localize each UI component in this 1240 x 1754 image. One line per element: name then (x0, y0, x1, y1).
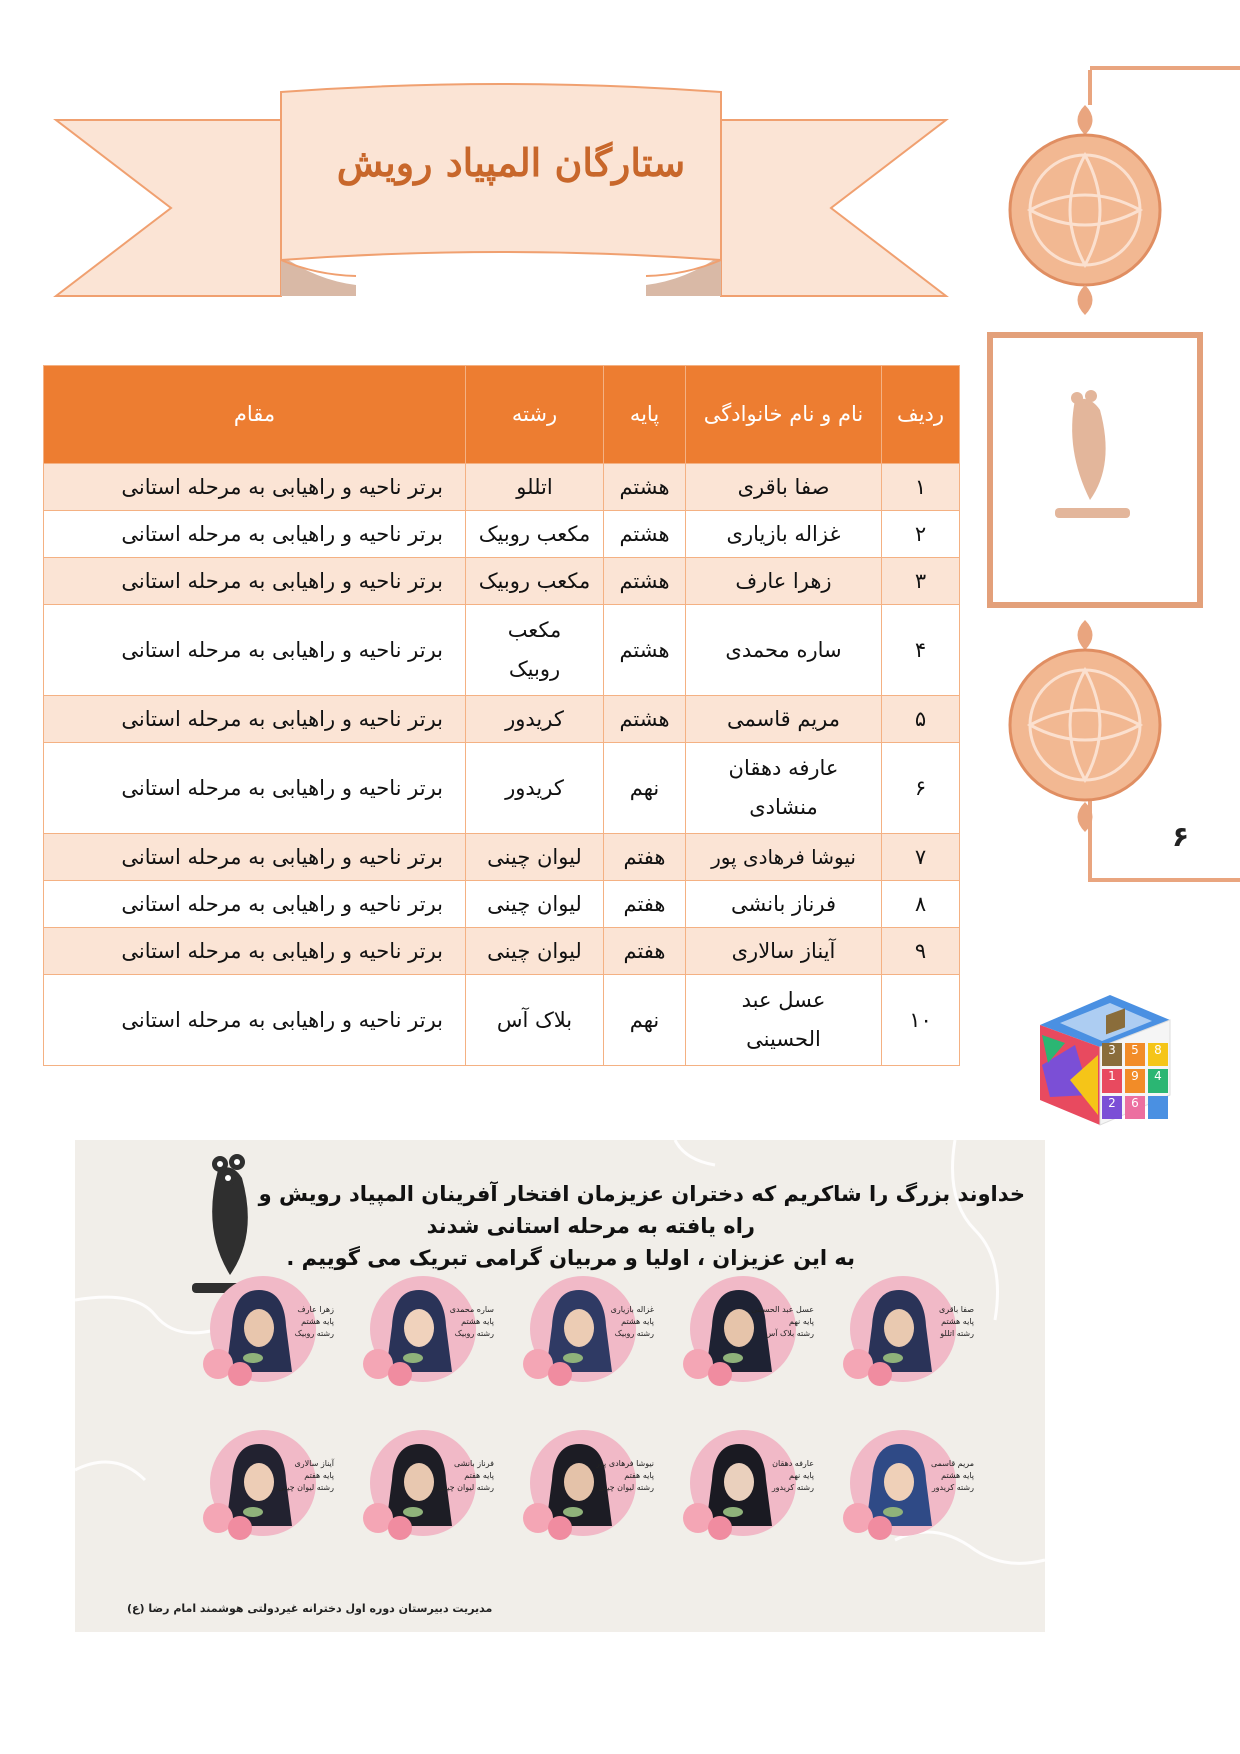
cell-rank: برتر ناحیه و راهیابی به مرحله استانی (44, 464, 466, 511)
cell-name: غزاله بازیاری (686, 511, 882, 558)
cell-rank: برتر ناحیه و راهیابی به مرحله استانی (44, 881, 466, 928)
table-row (44, 558, 960, 605)
table-header-row (44, 366, 960, 464)
roses-decoration (358, 1490, 428, 1545)
cell-rank: برتر ناحیه و راهیابی به مرحله استانی (44, 696, 466, 743)
cell-field: مکعب روبیک (466, 605, 604, 696)
student-card (530, 1276, 654, 1382)
table-row (44, 834, 960, 881)
student-field: رشته لیوان چینی (598, 1483, 654, 1492)
student-name: زهرا عارف (297, 1305, 334, 1314)
header-grade: پایه (604, 366, 686, 464)
cell-field: لیوان چینی (466, 928, 604, 975)
table-row (44, 928, 960, 975)
cube-tile: 8 (1148, 1043, 1168, 1066)
cell-row-number: ۶ (882, 743, 960, 834)
cell-row-number: ۹ (882, 928, 960, 975)
student-field: رشته کریدور (931, 1483, 974, 1492)
student-field: رشته لیوان چینی (438, 1483, 494, 1492)
student-caption (596, 1458, 654, 1494)
header-field: رشته (466, 366, 604, 464)
cell-grade: نهم (604, 743, 686, 834)
student-name: فرناز بانشی (453, 1459, 494, 1468)
table-row (44, 696, 960, 743)
student-caption (602, 1304, 654, 1340)
student-caption (282, 1304, 334, 1340)
congratulation-poster (75, 1140, 1045, 1632)
student-grade: پایه هشتم (941, 1471, 974, 1480)
cube-tile: 9 (1125, 1069, 1145, 1092)
cell-field: مکعب روبیک (466, 558, 604, 605)
results-table (43, 365, 960, 1066)
cube-tile: 1 (1102, 1069, 1122, 1092)
student-card (370, 1430, 494, 1536)
cell-rank: برتر ناحیه و راهیابی به مرحله استانی (44, 975, 466, 1066)
cell-field: کریدور (466, 743, 604, 834)
cell-rank: برتر ناحیه و راهیابی به مرحله استانی (44, 834, 466, 881)
student-card (690, 1276, 814, 1382)
cell-grade: هفتم (604, 834, 686, 881)
page-number: ۶ (1172, 820, 1190, 853)
student-name: آیناز سالاری (294, 1459, 334, 1468)
cell-rank: برتر ناحیه و راهیابی به مرحله استانی (44, 511, 466, 558)
cube-tile: 6 (1125, 1096, 1145, 1119)
student-card (850, 1430, 974, 1536)
student-grade: پایه نهم (789, 1317, 814, 1326)
table-row (44, 743, 960, 834)
roses-decoration (518, 1336, 588, 1391)
student-name: عسل عبد الحسینی (751, 1305, 814, 1314)
cell-name: مریم قاسمی (686, 696, 882, 743)
student-card (530, 1430, 654, 1536)
student-card (210, 1430, 334, 1536)
student-grade: پایه هشتم (461, 1317, 494, 1326)
poster-message-line2: راه یافته به مرحله استانی شدند (426, 1214, 755, 1238)
ribbon-shape (56, 80, 946, 300)
cell-rank: برتر ناحیه و راهیابی به مرحله استانی (44, 743, 466, 834)
header-name: نام و نام خانوادگی (686, 366, 882, 464)
cell-row-number: ۷ (882, 834, 960, 881)
title-banner (56, 80, 946, 300)
cell-grade: نهم (604, 975, 686, 1066)
student-grade: پایه هشتم (621, 1317, 654, 1326)
student-caption (438, 1458, 494, 1494)
table-row (44, 511, 960, 558)
student-caption (922, 1304, 974, 1340)
cell-row-number: ۸ (882, 881, 960, 928)
student-caption (922, 1458, 974, 1494)
poster-footer: مدیریت دبیرستان دوره اول دخترانه غیردولتی هوشمند امام رضا (ع) (127, 1602, 493, 1615)
cube-tile: 2 (1102, 1096, 1122, 1119)
student-name: مریم قاسمی (930, 1459, 974, 1468)
student-field: رشته کریدور (771, 1483, 814, 1492)
student-card (370, 1276, 494, 1382)
table-row (44, 605, 960, 696)
cube-tile: 5 (1125, 1043, 1145, 1066)
student-field: رشته لیوان چینی (278, 1483, 334, 1492)
student-card (210, 1276, 334, 1382)
student-field: رشته روبیک (614, 1329, 654, 1338)
student-grade: پایه هفتم (624, 1471, 654, 1480)
decorative-ornament (985, 60, 1240, 890)
roses-decoration (838, 1490, 908, 1545)
cell-field: بلاک آس (466, 975, 604, 1066)
cell-row-number: ۱۰ (882, 975, 960, 1066)
cell-grade: هفتم (604, 928, 686, 975)
student-card (690, 1430, 814, 1536)
roses-decoration (198, 1490, 268, 1545)
cell-name: صفا باقری (686, 464, 882, 511)
student-name: عارفه دهقان (772, 1459, 814, 1468)
cube-tile (1148, 1096, 1168, 1119)
student-field: رشته روبیک (454, 1329, 494, 1338)
cell-rank: برتر ناحیه و راهیابی به مرحله استانی (44, 558, 466, 605)
student-grade: پایه هشتم (301, 1317, 334, 1326)
student-field: رشته بلاک آس (765, 1329, 814, 1338)
cell-field: اتللو (466, 464, 604, 511)
cell-field: کریدور (466, 696, 604, 743)
student-caption (762, 1458, 814, 1494)
cell-name: فرناز بانشی (686, 881, 882, 928)
cell-name: ساره محمدی (686, 605, 882, 696)
roses-decoration (358, 1336, 428, 1391)
table-row (44, 975, 960, 1066)
student-name: ساره محمدی (449, 1305, 494, 1314)
cell-grade: هشتم (604, 558, 686, 605)
student-field: رشته روبیک (294, 1329, 334, 1338)
cell-name: زهرا عارف (686, 558, 882, 605)
table-row (44, 464, 960, 511)
student-caption (278, 1458, 334, 1494)
poster-message-line1: خداوند بزرگ را شاکریم که دختران عزیزمان افتخار آفرینان المپیاد رویش و (258, 1182, 1025, 1206)
cell-row-number: ۵ (882, 696, 960, 743)
student-field: رشته اتللو (940, 1329, 974, 1338)
student-caption (751, 1304, 814, 1340)
cell-rank: برتر ناحیه و راهیابی به مرحله استانی (44, 928, 466, 975)
rubiks-cube-icon (1030, 985, 1180, 1135)
page-title: ستارگان المپیاد رویش (336, 140, 686, 185)
cell-name: عارفه دهقان منشادی (686, 743, 882, 834)
student-caption (442, 1304, 494, 1340)
student-grade: پایه نهم (789, 1471, 814, 1480)
header-rank: مقام (44, 366, 466, 464)
roses-decoration (518, 1490, 588, 1545)
roses-decoration (678, 1336, 748, 1391)
cell-field: مکعب روبیک (466, 511, 604, 558)
student-name: نیوشا فرهادی پور (596, 1459, 654, 1468)
cell-field: لیوان چینی (466, 881, 604, 928)
cell-grade: هشتم (604, 696, 686, 743)
cube-tile: 4 (1148, 1069, 1168, 1092)
cell-grade: هفتم (604, 881, 686, 928)
cell-row-number: ۴ (882, 605, 960, 696)
roses-decoration (198, 1336, 268, 1391)
student-name: غزاله بازیاری (610, 1305, 654, 1314)
cell-rank: برتر ناحیه و راهیابی به مرحله استانی (44, 605, 466, 696)
cube-tile: 3 (1102, 1043, 1122, 1066)
student-grade: پایه هشتم (941, 1317, 974, 1326)
cell-row-number: ۲ (882, 511, 960, 558)
cell-name: عسل عبد الحسینی (686, 975, 882, 1066)
student-name: صفا باقری (939, 1305, 974, 1314)
cell-grade: هشتم (604, 605, 686, 696)
student-grade: پایه هفتم (464, 1471, 494, 1480)
roses-decoration (838, 1336, 908, 1391)
student-grade: پایه هفتم (304, 1471, 334, 1480)
table-row (44, 881, 960, 928)
cell-row-number: ۱ (882, 464, 960, 511)
cell-grade: هشتم (604, 511, 686, 558)
roses-decoration (678, 1490, 748, 1545)
cell-row-number: ۳ (882, 558, 960, 605)
cell-field: لیوان چینی (466, 834, 604, 881)
cell-grade: هشتم (604, 464, 686, 511)
poster-message-line3: به این عزیزان ، اولیا و مربیان گرامی تبریک می گوییم . (286, 1246, 855, 1270)
cell-name: نیوشا فرهادی پور (686, 834, 882, 881)
cell-name: آیناز سالاری (686, 928, 882, 975)
student-card (850, 1276, 974, 1382)
header-row-number: ردیف (882, 366, 960, 464)
